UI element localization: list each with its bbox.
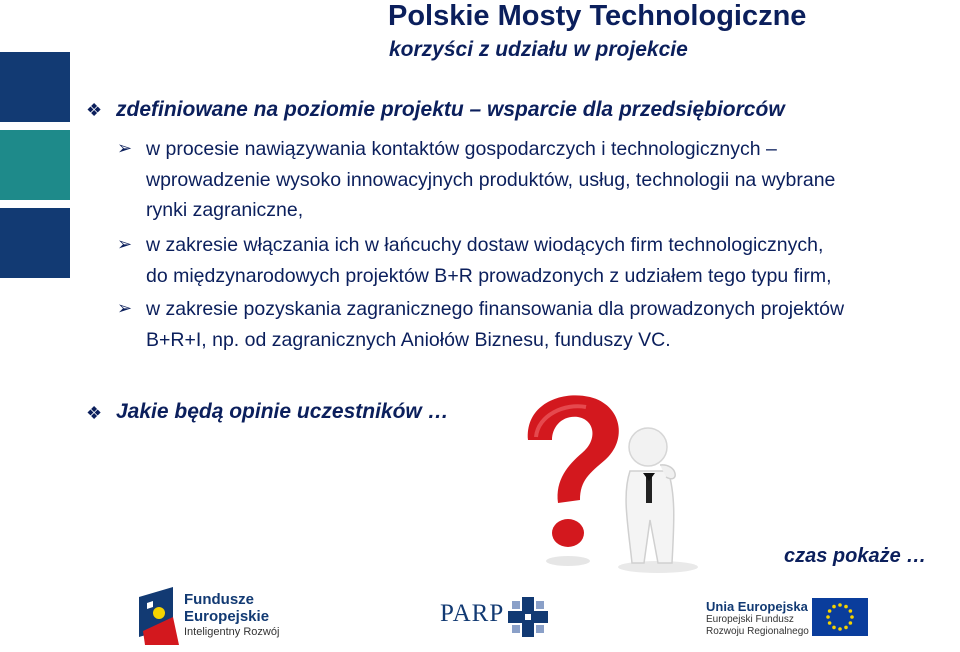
list-item-line: w zakresie włączania ich w łańcuchy dostaw wiodących firm technologicznych, <box>146 234 824 256</box>
list-item <box>146 294 958 355</box>
list-item-line: w procesie nawiązywania kontaktów gospodarczych i technologicznych – <box>146 138 777 160</box>
side-block-middle <box>0 130 70 200</box>
arrow-bullet-icon: ➢ <box>117 138 133 158</box>
section1-heading: zdefiniowane na poziomie projektu – wsparcie dla przedsiębiorców <box>116 98 785 121</box>
eu-line1: Unia Europejska <box>706 599 808 614</box>
diamond-bullet-icon: ❖ <box>86 403 103 423</box>
eu-star-icon <box>844 626 848 630</box>
fundusze-logo-text <box>184 591 279 640</box>
question-mark-figure-illustration <box>510 385 710 575</box>
list-item-line: w zakresie pozyskania zagranicznego finansowania dla prowadzonych projektów <box>146 298 845 320</box>
fundusze-line3: Inteligentny Rozwój <box>184 626 280 638</box>
eu-flag-icon <box>812 598 868 636</box>
fundusze-line2: Europejskie <box>184 608 270 625</box>
arrow-bullet-icon: ➢ <box>117 298 133 318</box>
list-item-line: do międzynarodowych projektów B+R prowadzonych z udziałem tego typu firm, <box>146 264 832 287</box>
eu-line3: Rozwoju Regionalnego <box>706 626 809 637</box>
eu-star-icon <box>844 605 848 609</box>
eu-star-icon <box>838 627 842 631</box>
closing-text: czas pokaże … <box>784 545 927 567</box>
fundusze-europejskie-logo-icon <box>139 587 179 645</box>
list-item-line: wprowadzenie wysoko innowacyjnych produktów, usług, technologii na wybrane <box>146 168 836 191</box>
side-block-bottom <box>0 208 70 278</box>
eu-star-icon <box>828 621 832 625</box>
eu-star-icon <box>832 626 836 630</box>
eu-star-icon <box>849 609 853 613</box>
eu-line2: Europejski Fundusz <box>706 614 794 625</box>
diamond-bullet-icon: ❖ <box>86 100 103 120</box>
list-item <box>146 230 958 291</box>
list-item <box>146 134 958 226</box>
eu-star-icon <box>850 615 854 619</box>
eu-star-icon <box>838 603 842 607</box>
list-item-line: rynki zagraniczne, <box>146 199 304 221</box>
section2-heading: Jakie będą opinie uczestników … <box>116 400 449 423</box>
eu-star-icon <box>832 605 836 609</box>
page-title: Polskie Mosty Technologiczne <box>388 0 807 32</box>
side-block-top <box>0 52 70 122</box>
eu-logo-text <box>706 599 809 638</box>
parp-logo-text: PARP <box>440 600 505 627</box>
eu-star-icon <box>826 615 830 619</box>
arrow-bullet-icon: ➢ <box>117 234 133 254</box>
page-subtitle: korzyści z udziału w projekcie <box>389 38 688 61</box>
eu-star-icon <box>849 621 853 625</box>
eu-star-icon <box>828 609 832 613</box>
list-item-line: B+R+I, np. od zagranicznych Aniołów Biznesu, funduszy VC. <box>146 328 671 351</box>
parp-logo-icon <box>508 597 548 637</box>
fundusze-line1: Fundusze <box>184 591 254 608</box>
